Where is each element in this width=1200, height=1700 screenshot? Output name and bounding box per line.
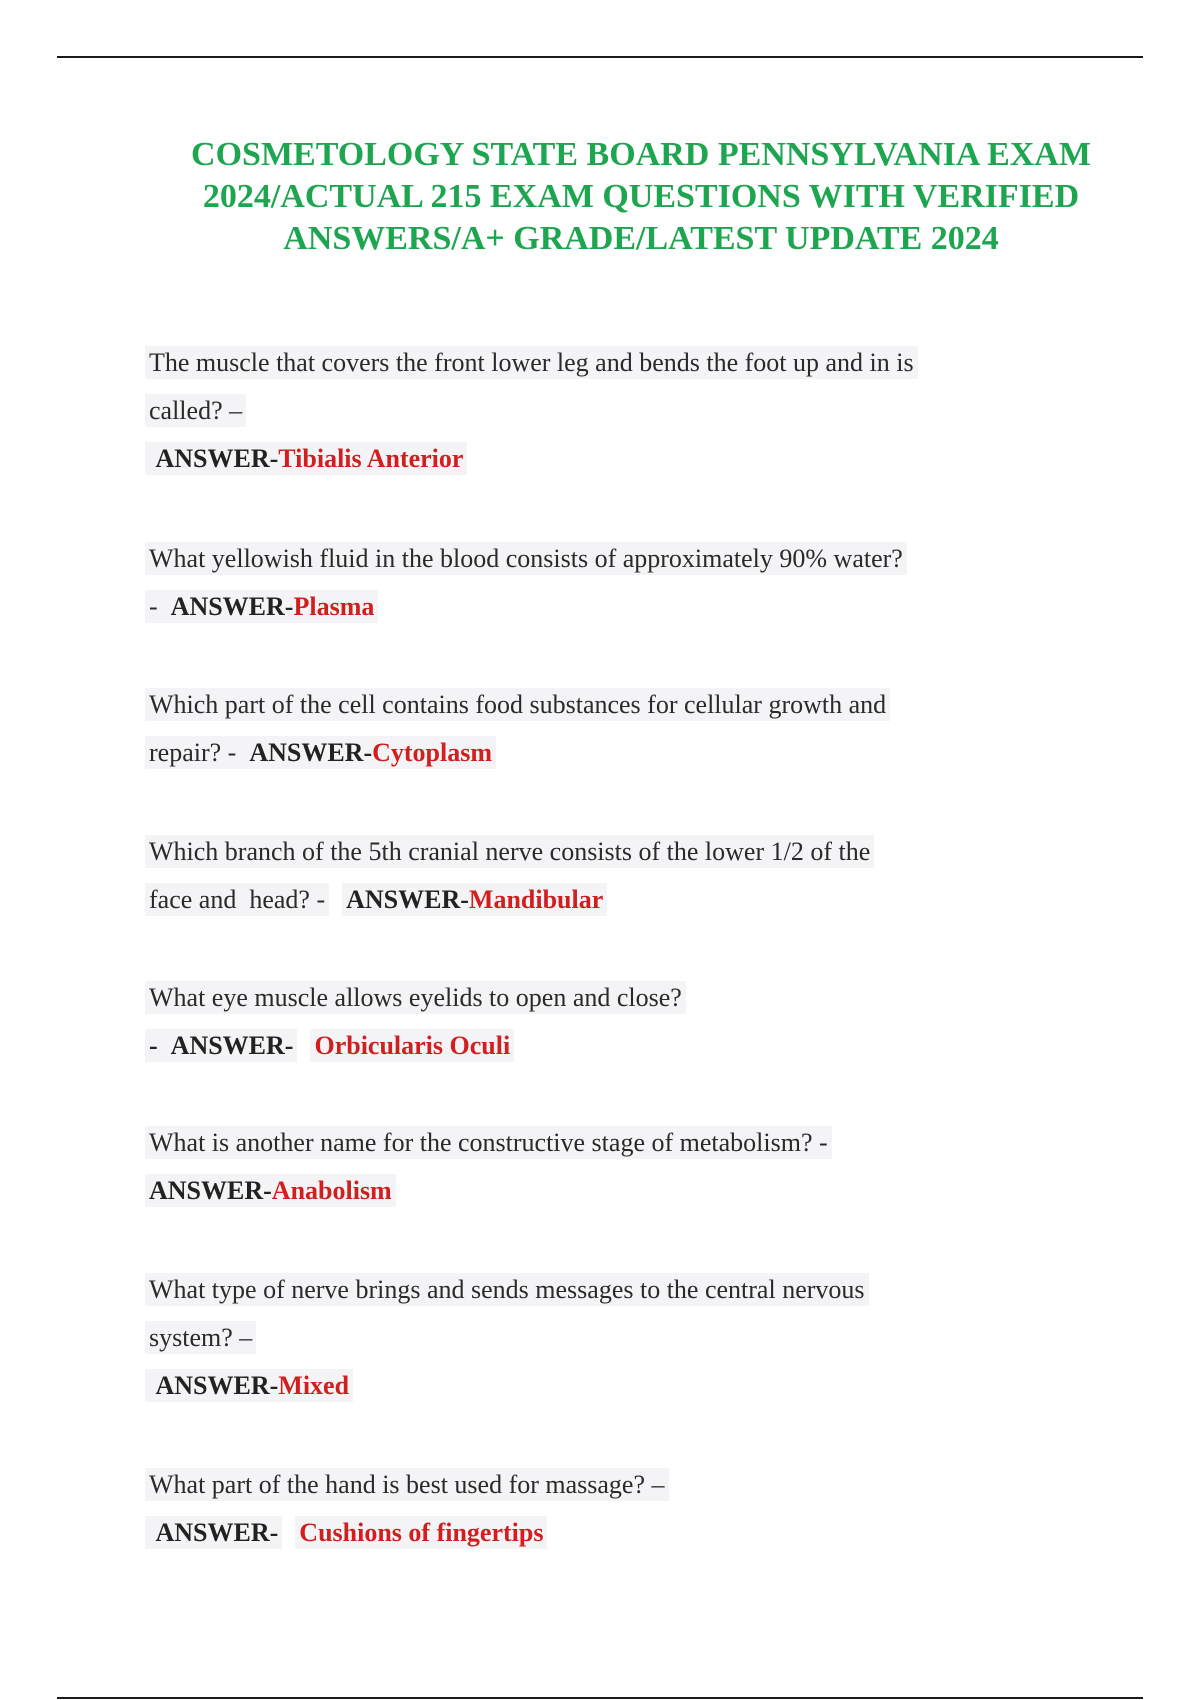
question-text: system? – [145,1321,256,1354]
answer-text: Orbicularis Oculi [314,1031,511,1060]
question-text: face and head? - [145,883,329,916]
top-rule [57,56,1143,58]
qa-item-8 [145,1461,1085,1557]
title-line-3: ANSWERS/A+ GRADE/LATEST UPDATE 2024 [283,220,999,257]
title-line-2: 2024/ACTUAL 215 EXAM QUESTIONS WITH VERIFIED [202,178,1080,215]
answer-label: ANSWER- [155,1518,279,1547]
answer-label: ANSWER- [170,592,294,621]
answer-label: ANSWER- [170,1031,294,1060]
separator-dash: - [149,1031,158,1060]
qa-item-5 [145,974,1085,1070]
answer-label: ANSWER- [346,885,469,914]
qa-item-3 [145,681,1085,777]
answer-label: ANSWER- [155,444,279,473]
question-text: What yellowish fluid in the blood consists of approximately 90% water? [145,542,907,575]
question-text: The muscle that covers the front lower leg and bends the foot up and in is [145,346,918,379]
answer-text: Mandibular [468,885,604,914]
answer-label: ANSWER- [249,738,373,767]
question-text: Which branch of the 5th cranial nerve consists of the lower 1/2 of the [145,835,874,868]
answer-text: Mixed [278,1371,350,1400]
question-text: What is another name for the constructive stage of metabolism? - [145,1126,832,1159]
qa-item-6 [145,1119,1085,1215]
question-text: What eye muscle allows eyelids to open and close? [145,981,686,1014]
answer-text: Cytoplasm [372,738,493,767]
answer-text: Plasma [293,592,375,621]
title-line-1: COSMETOLOGY STATE BOARD PENNSYLVANIA EXAM [191,136,1091,173]
answer-text: Cushions of fingertips [299,1518,544,1547]
bottom-rule [57,1697,1143,1699]
qa-item-7 [145,1266,1085,1410]
answer-label: ANSWER- [149,1176,272,1205]
question-text: What part of the hand is best used for massage? – [145,1468,669,1501]
question-text: Which part of the cell contains food substances for cellular growth and [145,688,890,721]
document-title [145,134,1137,260]
qa-item-4 [145,828,1085,924]
question-text: called? – [145,394,246,427]
qa-item-1 [145,339,1085,483]
qa-item-2 [145,535,1085,631]
question-text: repair? - [149,738,237,767]
answer-text: Tibialis Anterior [278,444,464,473]
question-text: What type of nerve brings and sends messages to the central nervous [145,1273,869,1306]
separator-dash: - [149,592,158,621]
answer-label: ANSWER- [155,1371,279,1400]
answer-text: Anabolism [271,1176,392,1205]
